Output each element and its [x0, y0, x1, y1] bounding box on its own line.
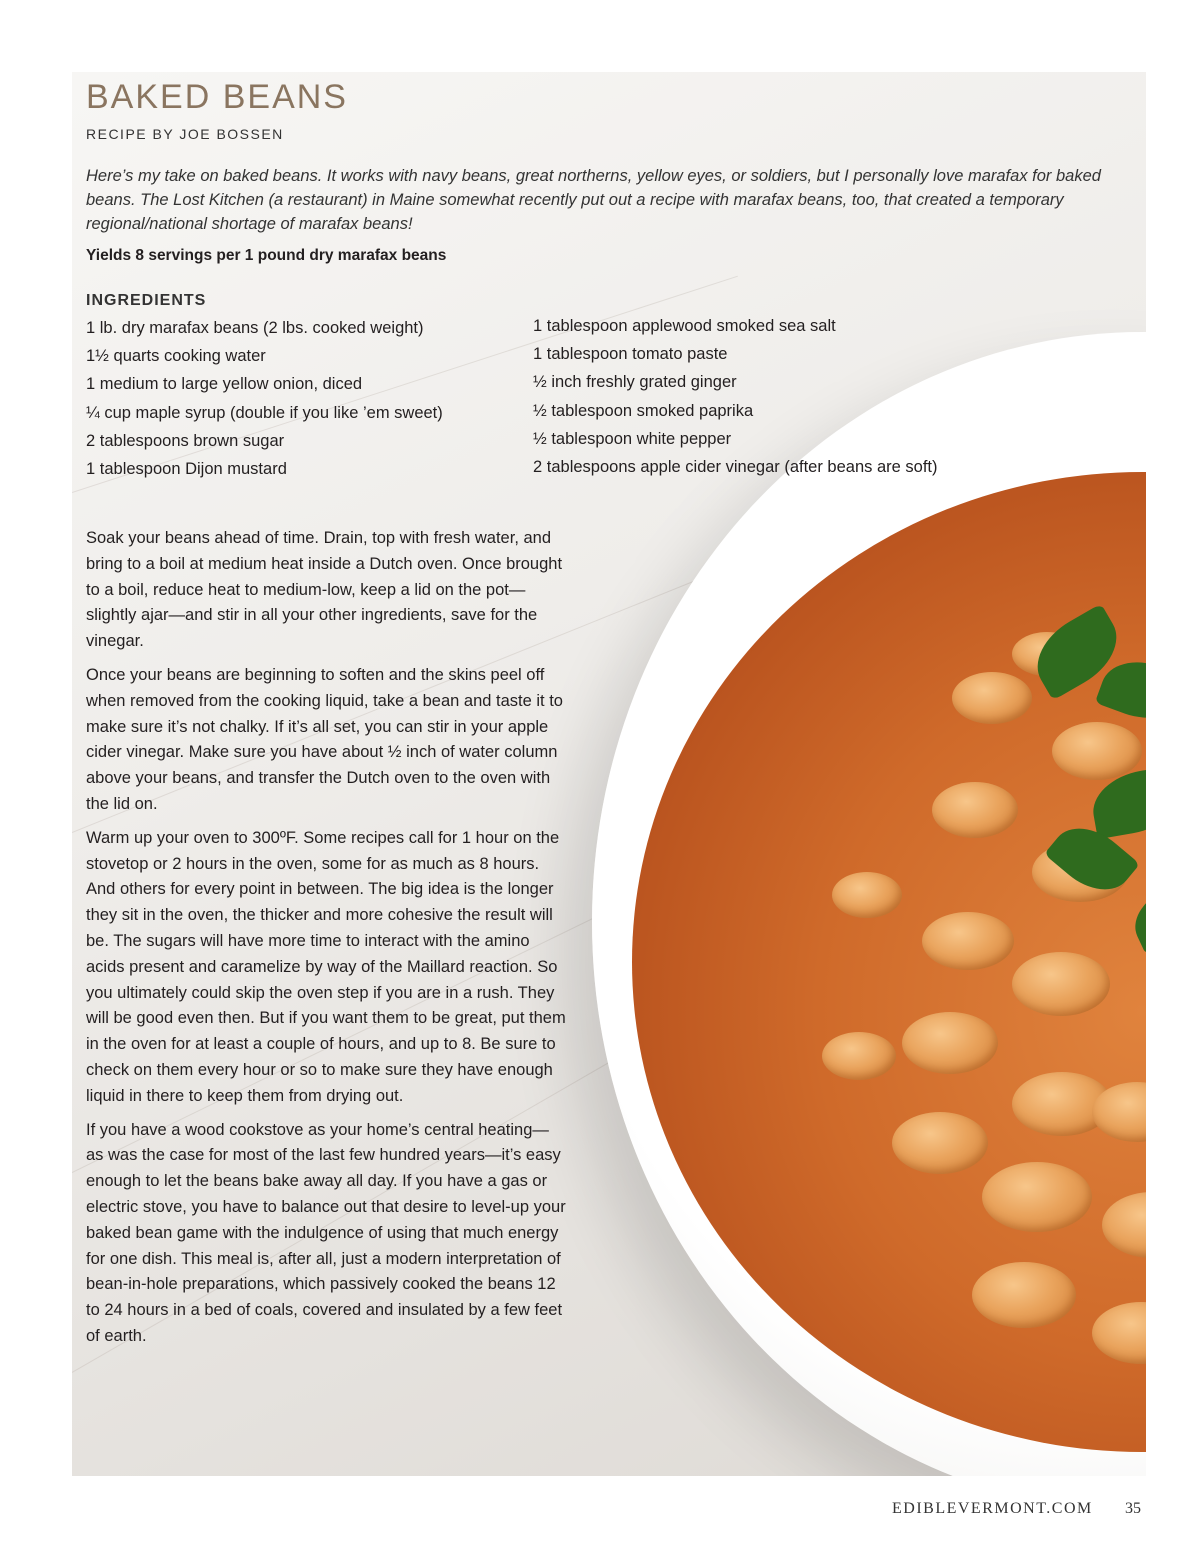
ingredient-item: 1½ quarts cooking water	[86, 347, 266, 366]
ingredient-item: 1 lb. dry marafax beans (2 lbs. cooked weight)	[86, 319, 424, 337]
method-paragraph: Soak your beans ahead of time. Drain, top with fresh water, and bring to a boil at medium heat inside a Dutch oven. Once brought to a boil, reduce heat to medium-low, keep a lid on the pot—slightly ajar—and stir in all your other ingredients, save for the vinegar.	[86, 529, 563, 651]
ingredient-item: 1 tablespoon Dijon mustard	[86, 460, 287, 479]
page-title: BAKED BEANS	[86, 78, 348, 116]
ingredient-item: 2 tablespoons brown sugar	[86, 431, 285, 450]
ingredient-item: 1 tablespoon tomato paste	[533, 345, 728, 364]
method-text	[86, 526, 566, 1358]
method-paragraph: Warm up your oven to 300ºF. Some recipes call for 1 hour on the stovetop or 2 hours in the oven, some for as much as 8 hours. And others for every point in between. The big idea is the longer they sit in the oven, the thicker and more cohesive the result will be. The sugars will have more time to interact with the amino acids present and caramelize by way of the Maillard reaction. So you ultimately could skip the oven step if you are in a rush. They will be good even then. But if you want them to be great, put them in the oven for at least a couple of hours, and up to 8. Be sure to check on them every hour or so to make sure they have enough liquid in there to keep them from drying out.	[86, 828, 566, 1105]
yields-text: Yields 8 servings per 1 pound dry marafax beans	[86, 247, 447, 264]
ingredient-item: 1 tablespoon applewood smoked sea salt	[533, 317, 836, 335]
ingredient-item: ½ inch freshly grated ginger	[533, 373, 737, 392]
page-number: 35	[1125, 1500, 1141, 1517]
ingredients-heading: INGREDIENTS	[86, 292, 207, 309]
byline: RECIPE BY JOE BOSSEN	[86, 126, 284, 142]
ingredient-item: 2 tablespoons apple cider vinegar (after beans are soft)	[533, 458, 938, 477]
intro-text: Here’s my take on baked beans. It works with navy beans, great northerns, yellow eyes, or soldiers, but I personally love marafax for baked beans. The Lost Kitchen (a restaurant) in Maine somewhat recently put out a recipe with marafax beans, too, that created a temporary regional/national shortage of marafax beans!	[86, 167, 1101, 233]
ingredient-item: ½ tablespoon white pepper	[533, 429, 732, 448]
method-paragraph: Once your beans are beginning to soften and the skins peel off when removed from the cooking liquid, take a bean and taste it to make sure it’s not chalky. If it’s all set, you can stir in your apple cider vinegar. Make sure you have about ½ inch of water column above your beans, and transfer the Dutch oven to the oven with the lid on.	[86, 665, 563, 813]
ingredient-item: ¼ cup maple syrup (double if you like ’em sweet)	[86, 403, 443, 422]
method-paragraph: If you have a wood cookstove as your home’s central heating—as was the case for most of the last few hundred years—it’s easy enough to let the beans bake away all day. If you have a gas or electric stove, you have to balance out that desire to level-up your baked bean game with the indulgence of using that much energy for one dish. This meal is, after all, just a modern interpretation of bean-in-hole preparations, which passively cooked the beans 12 to 24 hours in a bed of coals, covered and insulated by a few feet of earth.	[86, 1120, 566, 1345]
ingredients-list-left	[86, 314, 443, 483]
ingredients-list-right	[533, 312, 938, 481]
footer-site-name: EDIBLEVERMONT.COM	[892, 1500, 1093, 1517]
ingredient-item: 1 medium to large yellow onion, diced	[86, 375, 363, 394]
ingredient-item: ½ tablespoon smoked paprika	[533, 401, 754, 420]
